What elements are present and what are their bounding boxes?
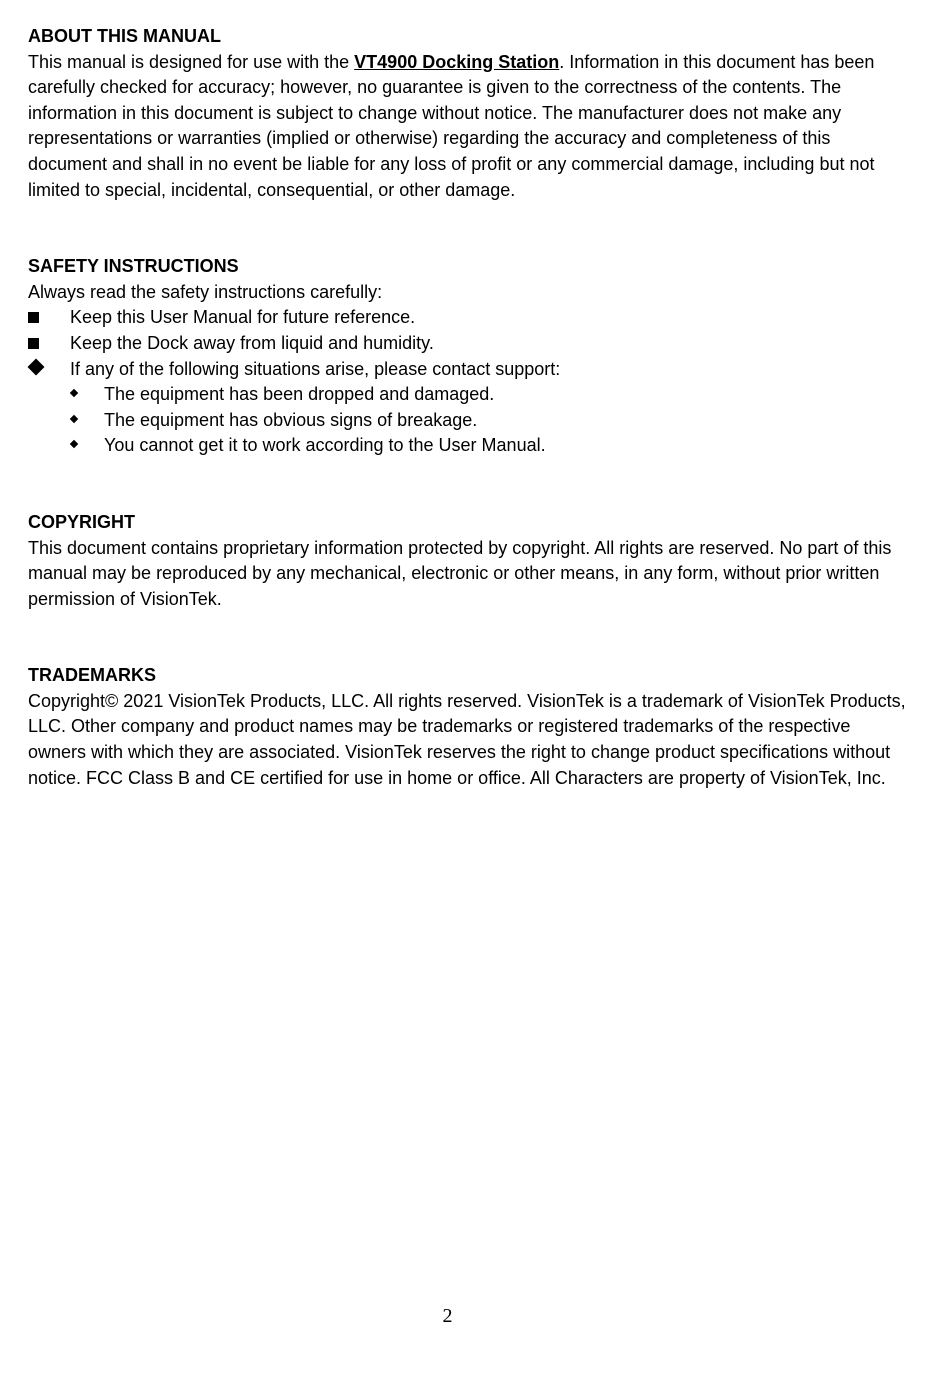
section-spacer [28,459,908,510]
list-item-text: If any of the following situations arise, please contact support: [70,358,561,379]
copyright-paragraph: This document contains proprietary information protected by copyright. All rights are reserved. No part of this manual may be reproduced by any mechanical, electronic or other means, in any form, without prior written permission of VisionTek. [28,537,892,609]
list-item [28,357,908,459]
list-item [28,331,908,357]
page-number: 2 [442,1305,453,1327]
trademarks-paragraph: Copyright© 2021 VisionTek Products, LLC. All rights reserved. VisionTek is a trademark of VisionTek Products, LLC. Other company and product names may be trademarks or registered trademarks of the respective owners with which they are associated. VisionTek reserves the right to change product specifications without notice. FCC Class B and CE certified for use in home or office. All Characters are property of VisionTek, Inc. [28,690,906,788]
section-spacer [28,203,908,254]
list-item-text: Keep this User Manual for future reference. [70,307,416,328]
sub-list-item [66,433,908,459]
diamond-bullet-icon [28,358,45,375]
safety-sub-list [66,382,908,459]
about-paragraph [28,50,908,204]
section-spacer [28,612,908,663]
copyright-heading: COPYRIGHT [28,511,136,532]
about-section [28,24,908,203]
sub-list-item-text: You cannot get it to work according to the User Manual. [104,435,546,456]
square-bullet-icon [28,312,39,323]
sub-list-item [66,382,908,408]
trademarks-section [28,663,908,791]
manual-page [28,24,908,791]
copyright-section [28,510,908,612]
sub-list-item [66,408,908,434]
square-bullet-icon [28,338,39,349]
trademarks-heading: TRADEMARKS [28,665,156,686]
small-diamond-bullet-icon [70,389,78,397]
sub-list-item-text: The equipment has been dropped and damaged. [104,384,495,405]
about-heading: ABOUT THIS MANUAL [28,26,221,46]
safety-intro: Always read the safety instructions carefully: [28,281,383,302]
sub-list-item-text: The equipment has obvious signs of breakage. [104,409,478,430]
small-diamond-bullet-icon [70,440,78,448]
safety-list [28,305,908,459]
small-diamond-bullet-icon [70,414,78,422]
product-name-link[interactable]: VT4900 Docking Station [354,51,560,72]
list-item [28,305,908,331]
list-item-text: Keep the Dock away from liquid and humidity. [70,332,434,353]
about-text-after: . Information in this document has been carefully checked for accuracy; however, no guarantee is given to the correctness of the contents. The information in this document is subject to change without notice. The manufacturer does not make any representations or warranties (implied or otherwise) regarding the accuracy and completeness of this document and shall in no event be liable for any loss of profit or any commercial damage, including but not limited to special, incidental, consequential, or other damage. [28,51,875,200]
about-text-before: This manual is designed for use with the [28,51,355,72]
safety-heading: SAFETY INSTRUCTIONS [28,256,239,277]
safety-section [28,254,908,459]
